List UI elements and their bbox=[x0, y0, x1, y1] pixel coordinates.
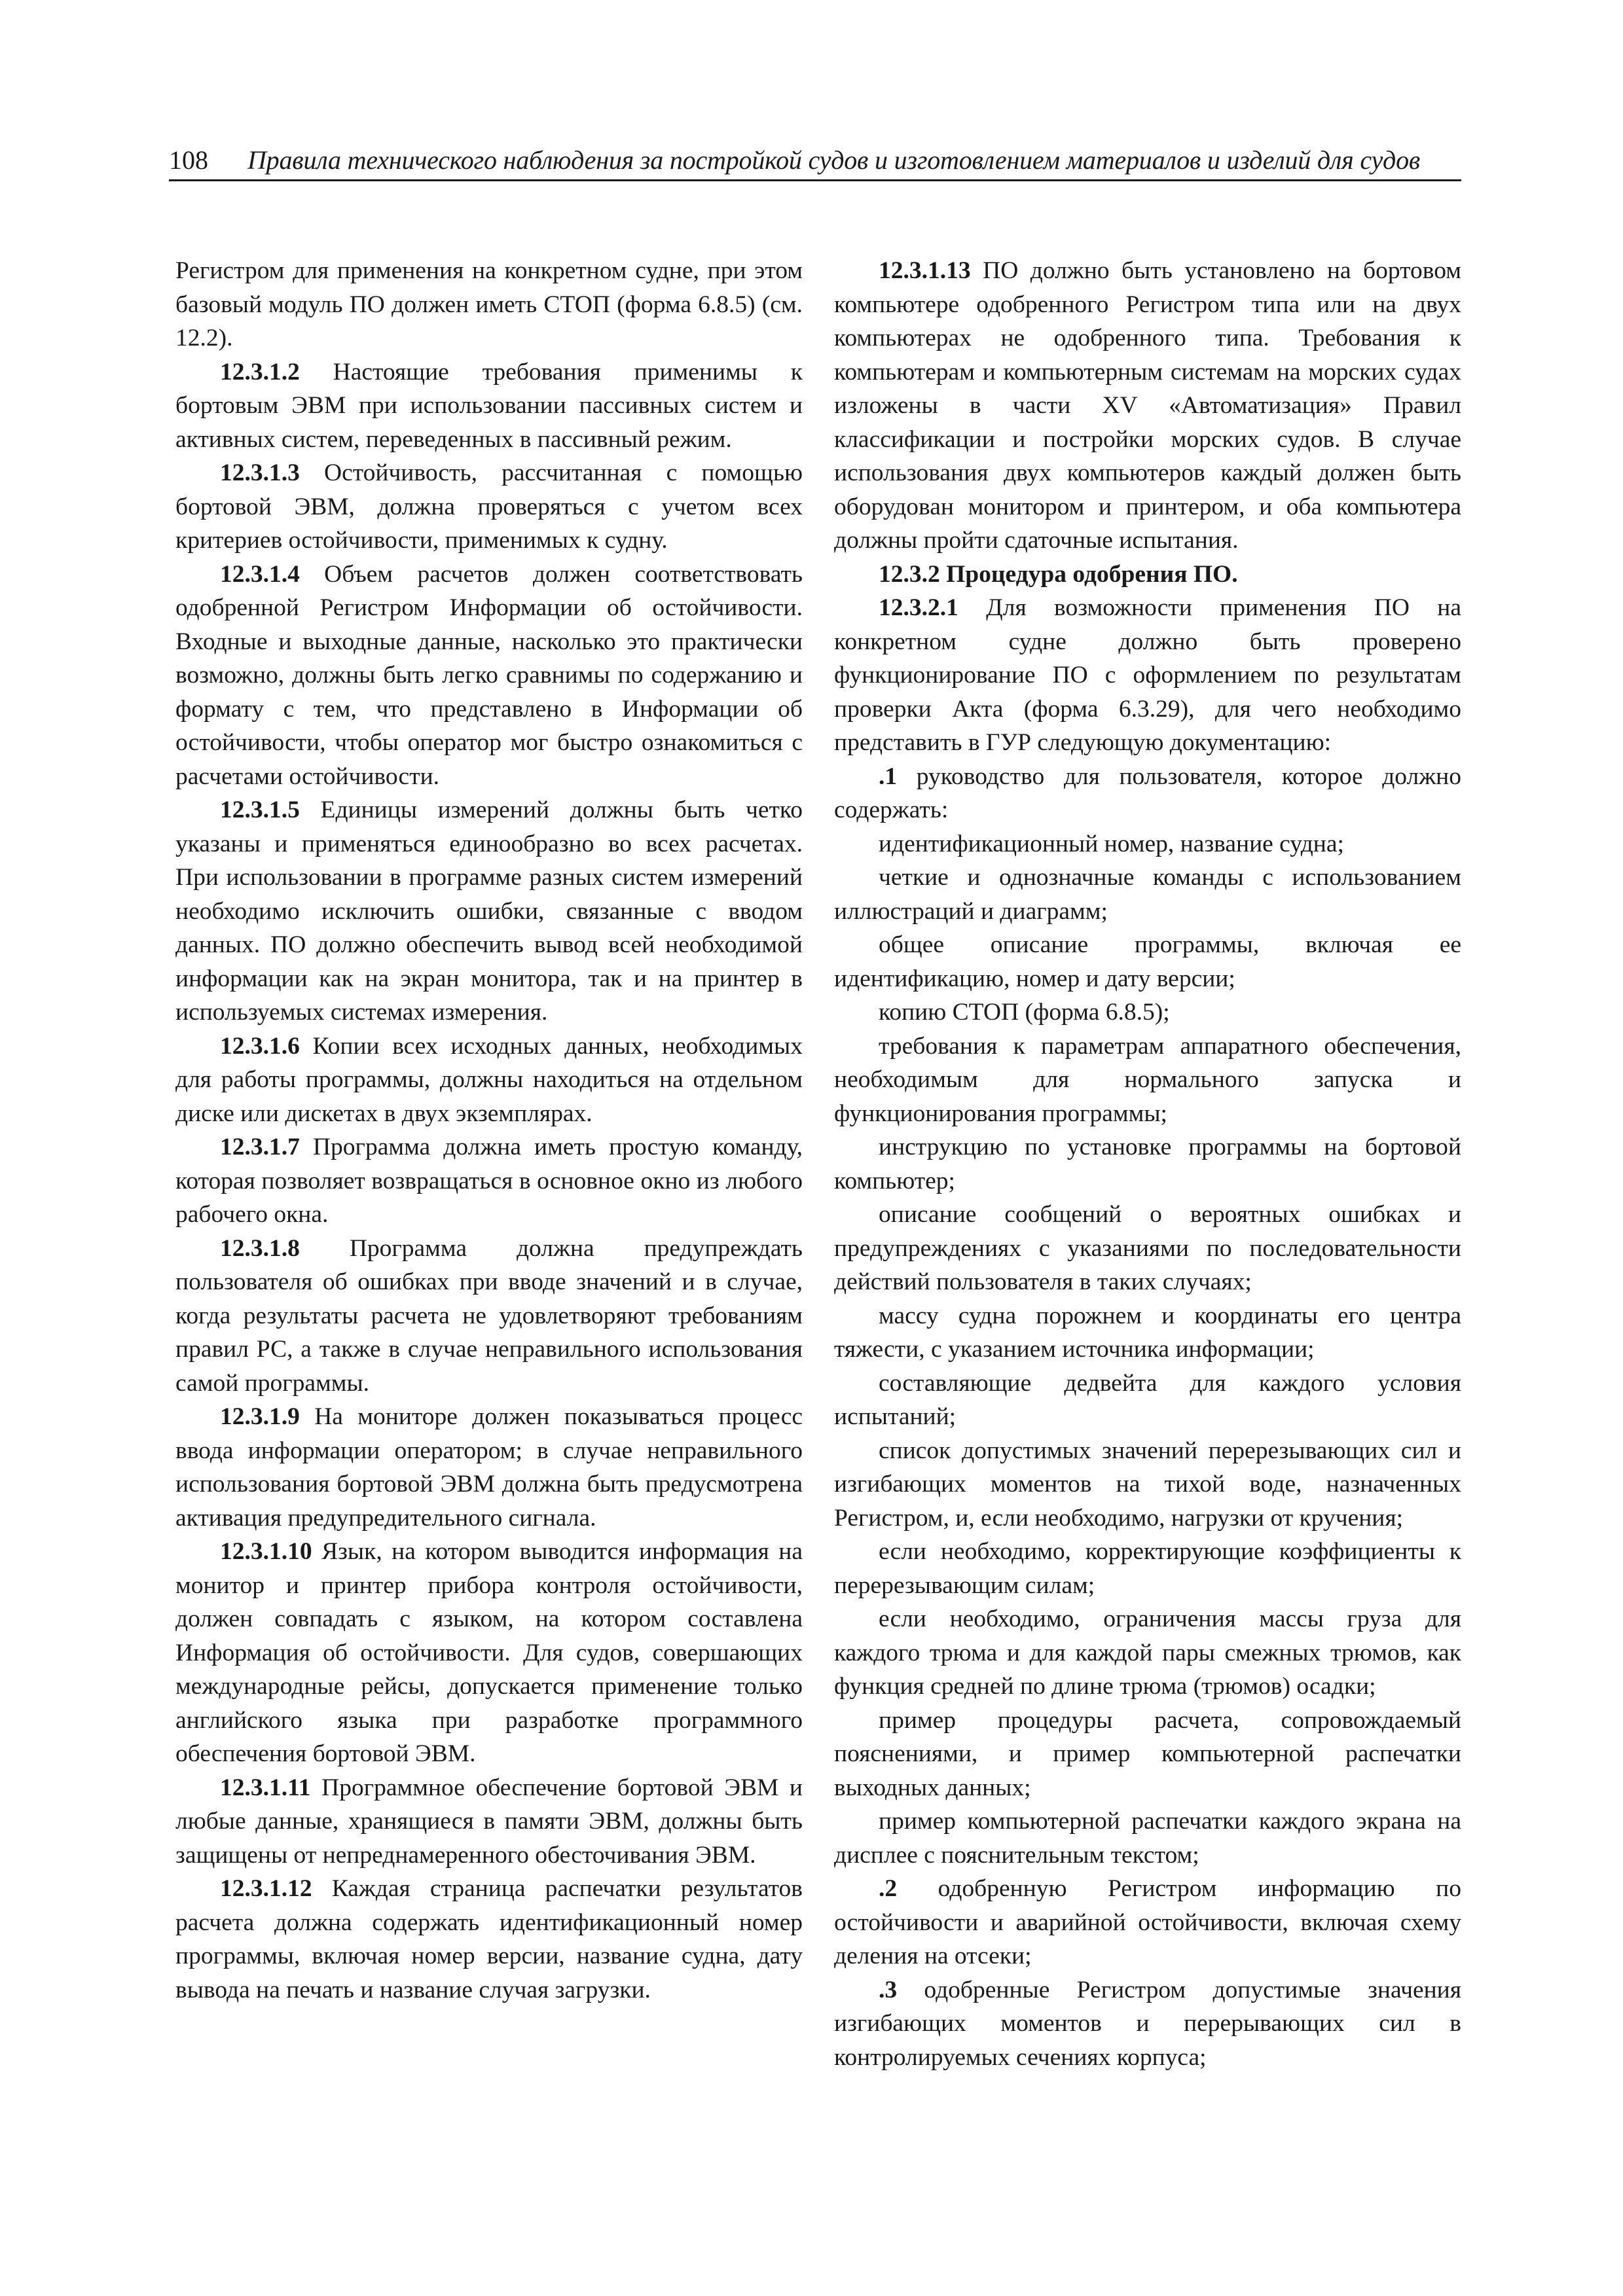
list-item: идентификационный номер, название судна; bbox=[879, 830, 1344, 857]
list-item: если необходимо, корректирующие коэффициенты к перерезывающим силам; bbox=[834, 1538, 1461, 1599]
list-item: массу судна порожнем и координаты его центра тяжести, с указанием источника информации; bbox=[834, 1302, 1461, 1363]
list-item: список допустимых значений перерезывающих сил и изгибающих моментов на тихой воде, назначенных Регистром, и, если необходимо, нагрузки от кручения; bbox=[834, 1437, 1461, 1532]
list-item: общее описание программы, включая ее идентификацию, номер и дату версии; bbox=[834, 931, 1461, 992]
list-item: требования к параметрам аппаратного обеспечения, необходимым для нормального запуска и функционирования программы; bbox=[834, 1032, 1461, 1127]
paragraph: 12.3.1.5 Единицы измерений должны быть четко указаны и применяться единообразно во всех расчетах. При использовании в программе разных систем измерений необходимо исключить ошибки, связанные с вводом данных. ПО должно обеспечить вывод всей необходимой информации как на экран монитора, так и на принтер в используемых системах измерения. bbox=[175, 797, 803, 1026]
left-column bbox=[175, 254, 803, 2007]
paragraph: 12.3.1.13 ПО должно быть установлено на бортовом компьютере одобренного Регистром типа или на двух компьютерах не одобренного типа. Требования к компьютерам и компьютерным системам на морских судах изложены в части XV «Автоматизация» Правил классификации и постройки морских судов. В случае использования двух компьютеров каждый должен быть оборудован монитором и принтером, и оба компьютера должны пройти сдаточные испытания. bbox=[834, 257, 1461, 554]
list-item: если необходимо, ограничения массы груза для каждого трюма и для каждой пары смежных трюмов, как функция средней по длине трюма (трюмов) осадки; bbox=[834, 1605, 1461, 1700]
list-item: .1 руководство для пользователя, которое должно содержать: bbox=[834, 762, 1461, 823]
paragraph: 12.3.1.2 Настоящие требования применимы к бортовым ЭВМ при использовании пассивных систем и активных систем, переведенных в пассивный режим. bbox=[175, 358, 803, 453]
paragraph: 12.3.1.3 Остойчивость, рассчитанная с помощью бортовой ЭВМ, должна проверяться с учетом всех критериев остойчивости, применимых к судну. bbox=[175, 459, 803, 554]
page-number: 108 bbox=[169, 145, 208, 175]
list-item: четкие и однозначные команды с использованием иллюстраций и диаграмм; bbox=[834, 864, 1461, 925]
running-header bbox=[169, 141, 1461, 181]
paragraph: 12.3.1.11 Программное обеспечение бортовой ЭВМ и любые данные, хранящиеся в памяти ЭВМ, должны быть защищены от непреднамеренного обесточивания ЭВМ. bbox=[175, 1774, 803, 1869]
list-item: пример компьютерной распечатки каждого экрана на дисплее с пояснительным текстом; bbox=[834, 1808, 1461, 1869]
list-item: составляющие дедвейта для каждого условия испытаний; bbox=[834, 1369, 1461, 1430]
right-column bbox=[834, 254, 1461, 2074]
list-item: копию СТОП (форма 6.8.5); bbox=[879, 999, 1170, 1026]
paragraph: Регистром для применения на конкретном судне, при этом базовый модуль ПО должен иметь СТОП (форма 6.8.5) (см. 12.2). bbox=[175, 257, 803, 351]
list-item: пример процедуры расчета, сопровождаемый пояснениями, и пример компьютерной распечатки выходных данных; bbox=[834, 1706, 1461, 1801]
paragraph: 12.3.2.1 Для возможности применения ПО на конкретном судне должно быть проверено функционирование ПО с оформлением по результатам проверки Акта (форма 6.3.29), для чего необходимо представить в ГУР следующую документацию: bbox=[834, 594, 1461, 756]
paragraph: 12.3.1.12 Каждая страница распечатки результатов расчета должна содержать идентификационный номер программы, включая номер версии, название судна, дату вывода на печать и название случая загрузки. bbox=[175, 1875, 803, 2003]
paragraph: 12.3.1.6 Копии всех исходных данных, необходимых для работы программы, должны находиться на отдельном диске или дискетах в двух экземплярах. bbox=[175, 1032, 803, 1127]
running-title: Правила технического наблюдения за постройкой судов и изготовлением материалов и изделий для судов bbox=[247, 145, 1421, 175]
list-item: описание сообщений о вероятных ошибках и предупреждениях с указаниями по последовательности действий пользователя в таких случаях; bbox=[834, 1201, 1461, 1295]
section-heading: 12.3.2 Процедура одобрения ПО. bbox=[879, 560, 1238, 588]
list-item: .2 одобренную Регистром информацию по остойчивости и аварийной остойчивости, включая схему деления на отсеки; bbox=[834, 1875, 1461, 1969]
paragraph: 12.3.1.10 Язык, на котором выводится информация на монитор и принтер прибора контроля остойчивости, должен совпадать с языком, на котором составлена Информация об остойчивости. Для судов, совершающих международные рейсы, допускается применение только английского языка при разработке программного обеспечения бортовой ЭВМ. bbox=[175, 1538, 803, 1767]
paragraph: 12.3.1.9 На мониторе должен показываться процесс ввода информации оператором; в случае неправильного использования бортовой ЭВМ должна быть предусмотрена активация предупредительного сигнала. bbox=[175, 1403, 803, 1532]
paragraph: 12.3.1.4 Объем расчетов должен соответствовать одобренной Регистром Информации об остойчивости. Входные и выходные данные, насколько это практически возможно, должны быть легко сравнимы по содержанию и формату с тем, что представлено в Информации об остойчивости, чтобы оператор мог быстро ознакомиться с расчетами остойчивости. bbox=[175, 560, 803, 790]
list-item: инструкцию по установке программы на бортовой компьютер; bbox=[834, 1134, 1461, 1194]
list-item: .3 одобренные Регистром допустимые значения изгибающих моментов и перерывающих сил в контролируемых сечениях корпуса; bbox=[834, 1976, 1461, 2071]
paragraph: 12.3.1.8 Программа должна предупреждать пользователя об ошибках при вводе значений и в случае, когда результаты расчета не удовлетворяют требованиям правил РС, а также в случае неправильного использования самой программы. bbox=[175, 1234, 803, 1397]
paragraph: 12.3.1.7 Программа должна иметь простую команду, которая позволяет возвращаться в основное окно из любого рабочего окна. bbox=[175, 1134, 803, 1228]
